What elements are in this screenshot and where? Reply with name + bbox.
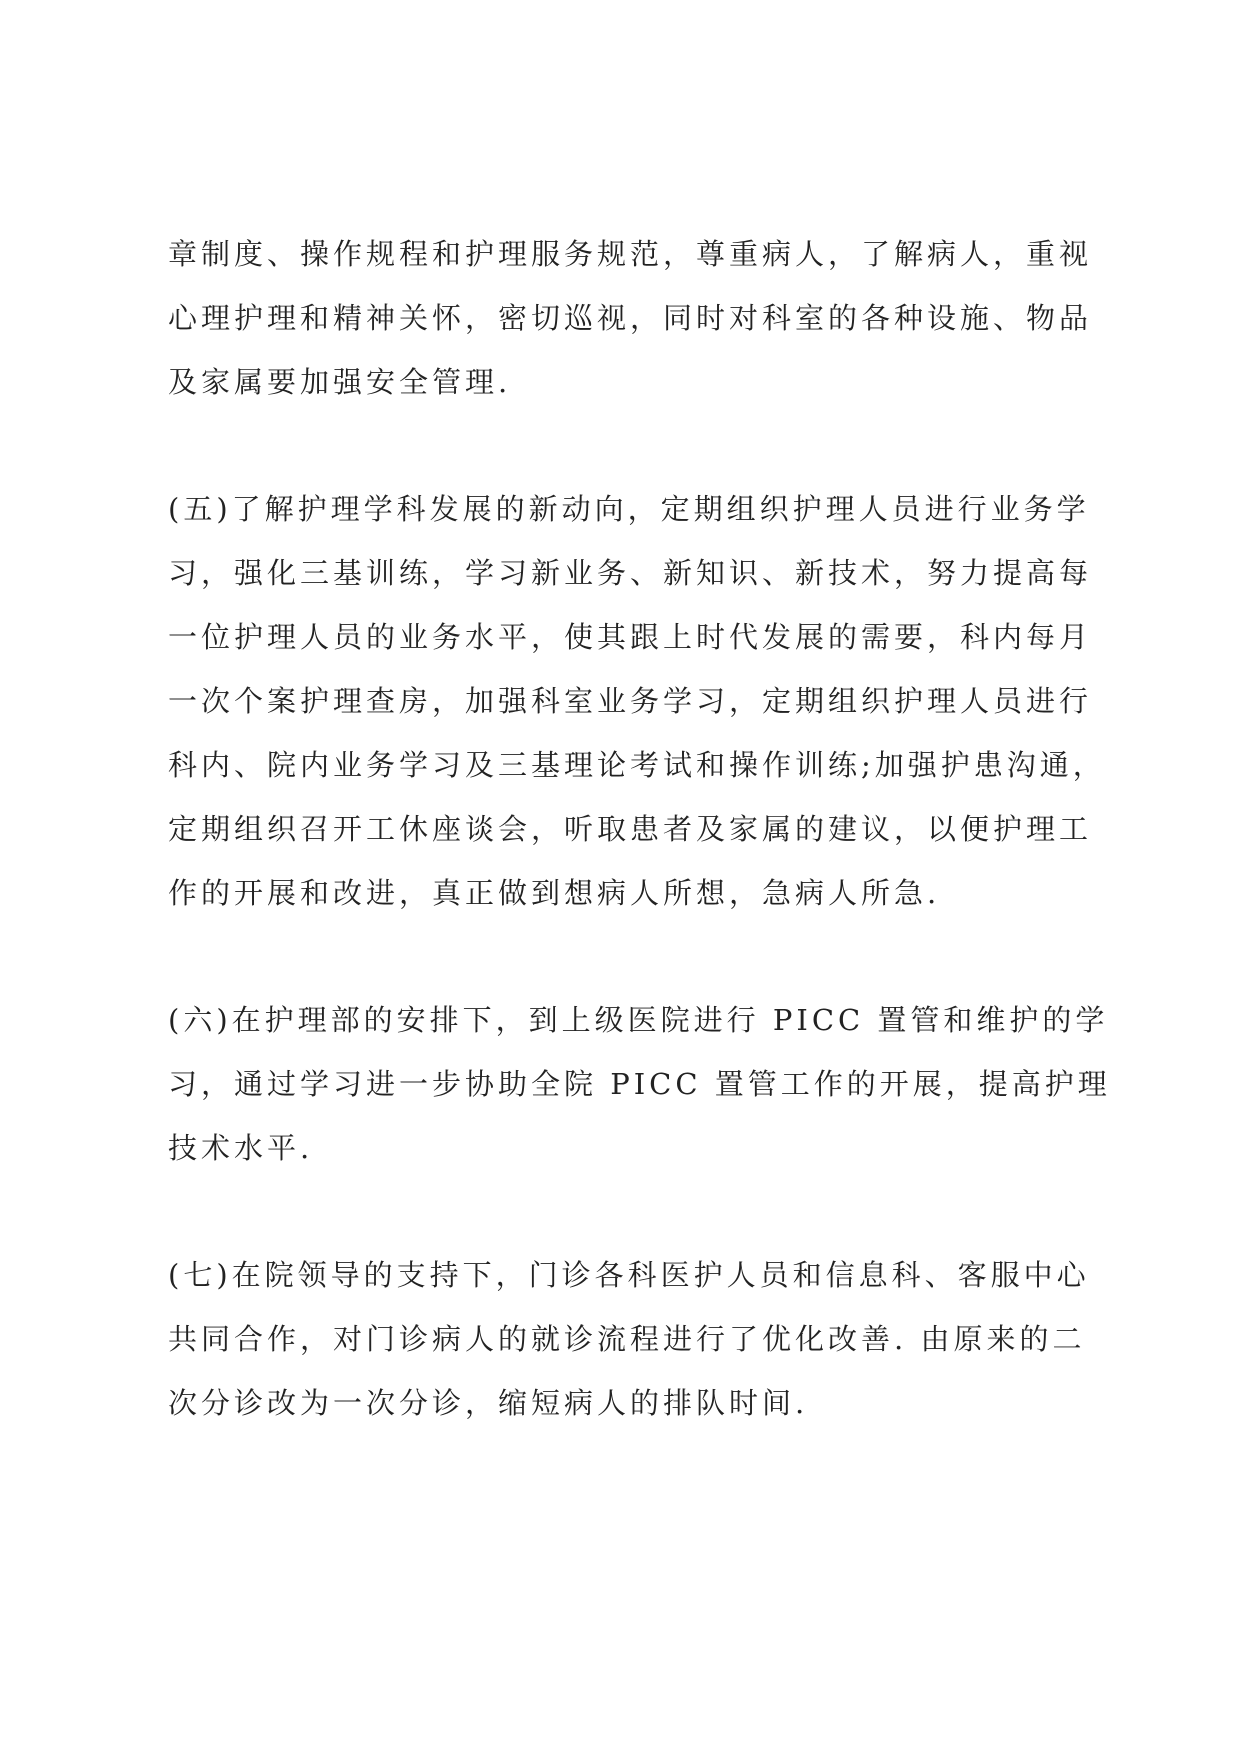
text-line: (五)了解护理学科发展的新动向，定期组织护理人员进行业务学 [168, 492, 1090, 526]
text-line: 科内、院内业务学习及三基理论考试和操作训练;加强护患沟通， [168, 748, 1106, 782]
text-line: 共同合作，对门诊病人的就诊流程进行了优化改善. 由原来的二 [168, 1322, 1086, 1356]
text-line: 技术水平. [168, 1131, 314, 1165]
paragraph-continuation [168, 222, 1098, 414]
paragraph-item-5 [168, 477, 1106, 925]
text-line: 心理护理和精神关怀，密切巡视，同时对科室的各种设施、物品 [168, 301, 1093, 335]
text-line: (七)在院领导的支持下，门诊各科医护人员和信息科、客服中心 [168, 1258, 1090, 1292]
paragraph-gap [168, 1180, 1098, 1243]
text-line: 习，通过学习进一步协助全院 PICC 置管工作的开展，提高护理 [168, 1067, 1111, 1101]
paragraph-gap [168, 414, 1098, 477]
paragraph-gap [168, 925, 1098, 988]
text-line: (六)在护理部的安排下，到上级医院进行 PICC 置管和维护的学 [168, 1003, 1109, 1037]
text-line: 习，强化三基训练，学习新业务、新知识、新技术，努力提高每 [168, 556, 1093, 590]
paragraph-item-6 [168, 988, 1111, 1180]
document-body [168, 222, 1111, 1435]
text-line: 作的开展和改进，真正做到想病人所想，急病人所急. [168, 876, 941, 910]
text-line: 定期组织召开工休座谈会，听取患者及家属的建议，以便护理工 [168, 812, 1093, 846]
text-line: 次分诊改为一次分诊，缩短病人的排队时间. [168, 1386, 809, 1420]
text-line: 章制度、操作规程和护理服务规范，尊重病人，了解病人，重视 [168, 237, 1093, 271]
paragraph-item-7 [168, 1243, 1098, 1435]
text-line: 一位护理人员的业务水平，使其跟上时代发展的需要，科内每月 [168, 620, 1093, 654]
text-line: 及家属要加强安全管理. [168, 365, 512, 399]
text-line: 一次个案护理查房，加强科室业务学习，定期组织护理人员进行 [168, 684, 1093, 718]
